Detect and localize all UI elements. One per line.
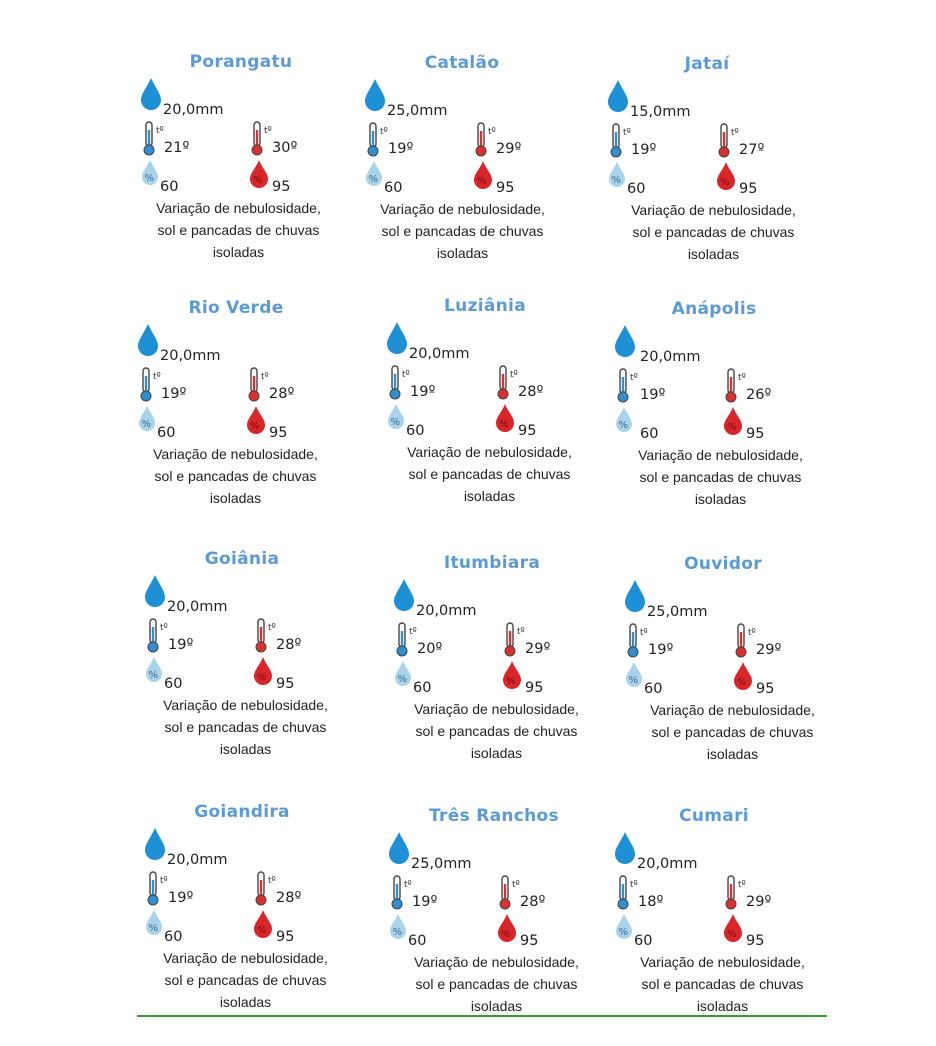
svg-text:tº: tº <box>402 370 410 380</box>
raindrop-icon <box>385 321 409 355</box>
humidity-low-icon <box>614 406 634 434</box>
humidity-low-icon <box>137 405 157 433</box>
temp-max-value: 29º <box>525 641 551 657</box>
humidity-max-value: 95 <box>518 423 537 439</box>
desc-line: sol e pancadas de chuvas <box>381 223 544 239</box>
svg-text:%: % <box>392 927 403 938</box>
temp-min-value: 20º <box>417 641 443 657</box>
forecast-description <box>133 443 338 509</box>
humidity-min-value: 60 <box>384 180 403 196</box>
city-card-luziania <box>382 296 642 536</box>
city-card-tres-ranchos <box>384 806 644 1046</box>
svg-text:tº: tº <box>731 128 739 138</box>
humidity-low-icon <box>144 909 164 937</box>
thermometer-hot-icon <box>248 366 268 402</box>
thermometer-hot-icon <box>255 870 275 906</box>
humidity-min-value: 60 <box>164 676 183 692</box>
desc-line: isoladas <box>219 994 272 1010</box>
desc-line: Variação de nebulosidade, <box>650 702 815 718</box>
humidity-min-value: 60 <box>640 426 659 442</box>
rain-value: 20,0mm <box>416 603 477 619</box>
temp-min-value: 21º <box>164 140 190 156</box>
humidity-max-value: 95 <box>496 180 515 196</box>
humidity-high-icon <box>248 159 270 189</box>
svg-text:%: % <box>618 927 629 938</box>
city-name: Itumbiara <box>443 553 541 573</box>
city-name: Cumari <box>679 806 749 826</box>
svg-text:%: % <box>501 929 511 940</box>
humidity-high-icon <box>501 660 523 690</box>
desc-line: isoladas <box>696 998 749 1014</box>
thermometer-cold-icon <box>391 874 411 910</box>
desc-line: isoladas <box>694 491 747 507</box>
city-name: Luziânia <box>444 296 526 316</box>
humidity-low-icon <box>388 913 408 941</box>
svg-text:tº: tº <box>630 880 638 890</box>
thermometer-cold-icon <box>627 622 647 658</box>
svg-text:%: % <box>253 175 263 186</box>
svg-text:tº: tº <box>380 127 388 137</box>
humidity-high-icon <box>252 909 274 939</box>
forecast-description <box>387 441 592 507</box>
rain-value: 25,0mm <box>647 604 708 620</box>
humidity-max-value: 95 <box>525 680 544 696</box>
city-name: Goiânia <box>204 549 280 569</box>
thermometer-cold-icon <box>610 122 630 158</box>
humidity-high-icon <box>715 161 737 191</box>
desc-line: sol e pancadas de chuvas <box>415 976 578 992</box>
humidity-high-icon <box>494 403 516 433</box>
city-card-anapolis <box>610 299 870 539</box>
svg-text:%: % <box>390 417 401 428</box>
svg-text:%: % <box>628 675 639 686</box>
city-name: Goiandira <box>194 802 290 822</box>
humidity-max-value: 95 <box>739 181 758 197</box>
temp-min-value: 18º <box>638 894 664 910</box>
humidity-min-value: 60 <box>157 425 176 441</box>
humidity-min-value: 60 <box>644 681 663 697</box>
rain-value: 15,0mm <box>630 104 691 120</box>
svg-text:tº: tº <box>261 372 269 382</box>
svg-text:tº: tº <box>488 127 496 137</box>
thermometer-hot-icon <box>251 120 271 156</box>
thermometer-hot-icon <box>725 874 745 910</box>
humidity-min-value: 60 <box>408 933 427 949</box>
temp-max-value: 28º <box>276 637 302 653</box>
desc-line: sol e pancadas de chuvas <box>157 222 320 238</box>
svg-text:%: % <box>720 177 730 188</box>
city-card-goiandira <box>140 802 400 1042</box>
desc-line: isoladas <box>219 741 272 757</box>
forecast-description <box>394 951 599 1017</box>
city-card-ouvidor <box>620 554 880 794</box>
city-card-jatai <box>603 54 863 294</box>
forecast-description <box>136 197 341 263</box>
humidity-high-icon <box>472 160 494 190</box>
svg-text:tº: tº <box>268 876 276 886</box>
svg-text:tº: tº <box>748 628 756 638</box>
humidity-low-icon <box>393 660 413 688</box>
rain-value: 20,0mm <box>167 852 228 868</box>
city-name: Ouvidor <box>684 554 762 574</box>
desc-line: Variação de nebulosidade, <box>407 444 572 460</box>
humidity-high-icon <box>722 406 744 436</box>
rain-value: 20,0mm <box>167 599 228 615</box>
desc-line: isoladas <box>209 490 262 506</box>
thermometer-cold-icon <box>140 366 160 402</box>
temp-max-value: 30º <box>272 140 298 156</box>
svg-text:tº: tº <box>409 627 417 637</box>
forecast-description <box>143 947 348 1013</box>
city-card-porangatu <box>136 52 396 292</box>
temp-min-value: 19º <box>388 141 414 157</box>
temp-max-value: 27º <box>739 142 765 158</box>
raindrop-icon <box>143 827 167 861</box>
humidity-min-value: 60 <box>406 423 425 439</box>
raindrop-icon <box>606 79 630 113</box>
thermometer-hot-icon <box>497 364 517 400</box>
svg-text:tº: tº <box>404 880 412 890</box>
svg-text:tº: tº <box>160 623 168 633</box>
desc-line: isoladas <box>687 246 740 262</box>
city-name: Três Ranchos <box>429 806 559 826</box>
temp-min-value: 19º <box>640 387 666 403</box>
raindrop-icon <box>613 831 637 865</box>
humidity-high-icon <box>732 661 754 691</box>
desc-line: Variação de nebulosidade, <box>156 200 321 216</box>
city-card-itumbiara <box>389 553 649 793</box>
forecast-description <box>394 698 599 764</box>
thermometer-hot-icon <box>504 621 524 657</box>
desc-line: Variação de nebulosidade, <box>163 697 328 713</box>
svg-text:%: % <box>148 923 159 934</box>
thermometer-cold-icon <box>396 621 416 657</box>
thermometer-cold-icon <box>617 874 637 910</box>
desc-line: isoladas <box>436 245 489 261</box>
svg-text:%: % <box>737 677 747 688</box>
desc-line: isoladas <box>470 998 523 1014</box>
temp-min-value: 19º <box>161 386 187 402</box>
temp-max-value: 28º <box>518 384 544 400</box>
raindrop-icon <box>392 578 416 612</box>
svg-text:tº: tº <box>517 627 525 637</box>
city-name: Porangatu <box>189 52 293 72</box>
thermometer-cold-icon <box>147 617 167 653</box>
humidity-low-icon <box>140 159 160 187</box>
desc-line: isoladas <box>470 745 523 761</box>
desc-line: sol e pancadas de chuvas <box>651 724 814 740</box>
humidity-min-value: 60 <box>160 179 179 195</box>
desc-line: Variação de nebulosidade, <box>153 446 318 462</box>
humidity-max-value: 95 <box>276 676 295 692</box>
temp-max-value: 29º <box>746 894 772 910</box>
desc-line: Variação de nebulosidade, <box>414 701 579 717</box>
svg-text:tº: tº <box>510 370 518 380</box>
svg-text:%: % <box>611 175 622 186</box>
desc-line: Variação de nebulosidade, <box>631 202 796 218</box>
temp-min-value: 19º <box>631 142 657 158</box>
humidity-max-value: 95 <box>746 933 765 949</box>
temp-max-value: 28º <box>269 386 295 402</box>
desc-line: isoladas <box>463 488 516 504</box>
city-name: Jataí <box>684 54 730 74</box>
desc-line: sol e pancadas de chuvas <box>641 976 804 992</box>
desc-line: isoladas <box>706 746 759 762</box>
raindrop-icon <box>139 77 163 111</box>
desc-line: isoladas <box>212 244 265 260</box>
svg-text:%: % <box>506 676 516 687</box>
forecast-description <box>360 198 565 264</box>
svg-text:%: % <box>250 421 260 432</box>
desc-line: sol e pancadas de chuvas <box>154 468 317 484</box>
forecast-description <box>143 694 348 760</box>
humidity-min-value: 60 <box>164 929 183 945</box>
forecast-description <box>620 951 825 1017</box>
svg-text:tº: tº <box>268 623 276 633</box>
humidity-high-icon <box>722 913 744 943</box>
desc-line: Variação de nebulosidade, <box>380 201 545 217</box>
thermometer-cold-icon <box>367 121 387 157</box>
raindrop-icon <box>363 78 387 112</box>
svg-text:%: % <box>727 929 737 940</box>
city-card-goiania <box>140 549 400 789</box>
temp-max-value: 28º <box>520 894 546 910</box>
desc-line: sol e pancadas de chuvas <box>639 469 802 485</box>
raindrop-icon <box>613 324 637 358</box>
humidity-high-icon <box>252 656 274 686</box>
humidity-low-icon <box>607 161 627 189</box>
svg-text:%: % <box>477 176 487 187</box>
svg-text:tº: tº <box>512 880 520 890</box>
city-card-catalao <box>360 53 620 293</box>
desc-line: sol e pancadas de chuvas <box>415 723 578 739</box>
desc-line: Variação de nebulosidade, <box>414 954 579 970</box>
forecast-description <box>630 699 835 765</box>
svg-text:%: % <box>148 670 159 681</box>
city-name: Catalão <box>424 53 500 73</box>
svg-text:%: % <box>257 672 267 683</box>
rain-value: 20,0mm <box>409 346 470 362</box>
humidity-low-icon <box>624 661 644 689</box>
humidity-min-value: 60 <box>634 933 653 949</box>
rain-value: 20,0mm <box>163 102 224 118</box>
thermometer-hot-icon <box>255 617 275 653</box>
svg-text:%: % <box>257 925 267 936</box>
humidity-max-value: 95 <box>520 933 539 949</box>
desc-line: sol e pancadas de chuvas <box>632 224 795 240</box>
temp-min-value: 19º <box>168 890 194 906</box>
thermometer-cold-icon <box>143 120 163 156</box>
desc-line: sol e pancadas de chuvas <box>164 719 327 735</box>
raindrop-icon <box>143 574 167 608</box>
svg-text:tº: tº <box>623 128 631 138</box>
temp-max-value: 29º <box>756 642 782 658</box>
humidity-low-icon <box>614 913 634 941</box>
svg-text:tº: tº <box>630 373 638 383</box>
svg-text:tº: tº <box>738 880 746 890</box>
svg-text:%: % <box>727 422 737 433</box>
temp-max-value: 28º <box>276 890 302 906</box>
forecast-description <box>618 444 823 510</box>
thermometer-hot-icon <box>475 121 495 157</box>
thermometer-hot-icon <box>718 122 738 158</box>
desc-line: sol e pancadas de chuvas <box>408 466 571 482</box>
humidity-min-value: 60 <box>627 181 646 197</box>
rain-value: 25,0mm <box>387 103 448 119</box>
svg-text:tº: tº <box>160 876 168 886</box>
rain-value: 25,0mm <box>411 856 472 872</box>
thermometer-cold-icon <box>617 367 637 403</box>
footer-divider <box>137 1015 827 1017</box>
humidity-max-value: 95 <box>276 929 295 945</box>
raindrop-icon <box>136 323 160 357</box>
city-card-cumari <box>610 806 870 1046</box>
thermometer-cold-icon <box>389 364 409 400</box>
forecast-description <box>611 199 816 265</box>
city-name: Anápolis <box>671 299 757 319</box>
temp-max-value: 26º <box>746 387 772 403</box>
thermometer-hot-icon <box>499 874 519 910</box>
desc-line: sol e pancadas de chuvas <box>164 972 327 988</box>
rain-value: 20,0mm <box>640 349 701 365</box>
humidity-min-value: 60 <box>413 680 432 696</box>
humidity-max-value: 95 <box>756 681 775 697</box>
temp-min-value: 19º <box>410 384 436 400</box>
svg-text:%: % <box>397 674 408 685</box>
svg-text:tº: tº <box>156 126 164 136</box>
humidity-high-icon <box>245 405 267 435</box>
humidity-low-icon <box>386 403 406 431</box>
rain-value: 20,0mm <box>160 348 221 364</box>
svg-text:tº: tº <box>153 372 161 382</box>
desc-line: Variação de nebulosidade, <box>638 447 803 463</box>
desc-line: Variação de nebulosidade, <box>163 950 328 966</box>
humidity-low-icon <box>364 160 384 188</box>
svg-text:%: % <box>141 419 152 430</box>
thermometer-hot-icon <box>725 367 745 403</box>
svg-text:%: % <box>144 173 155 184</box>
thermometer-hot-icon <box>735 622 755 658</box>
city-card-rio-verde <box>133 298 393 538</box>
temp-min-value: 19º <box>648 642 674 658</box>
humidity-high-icon <box>496 913 518 943</box>
raindrop-icon <box>387 831 411 865</box>
city-name: Rio Verde <box>188 298 284 318</box>
humidity-max-value: 95 <box>269 425 288 441</box>
rain-value: 20,0mm <box>637 856 698 872</box>
svg-text:%: % <box>618 420 629 431</box>
humidity-low-icon <box>144 656 164 684</box>
thermometer-cold-icon <box>147 870 167 906</box>
temp-min-value: 19º <box>168 637 194 653</box>
humidity-max-value: 95 <box>746 426 765 442</box>
svg-text:tº: tº <box>264 126 272 136</box>
humidity-max-value: 95 <box>272 179 291 195</box>
svg-text:%: % <box>499 419 509 430</box>
temp-min-value: 19º <box>412 894 438 910</box>
svg-text:tº: tº <box>640 628 648 638</box>
raindrop-icon <box>623 579 647 613</box>
desc-line: Variação de nebulosidade, <box>640 954 805 970</box>
svg-text:tº: tº <box>738 373 746 383</box>
temp-max-value: 29º <box>496 141 522 157</box>
svg-text:%: % <box>368 174 379 185</box>
